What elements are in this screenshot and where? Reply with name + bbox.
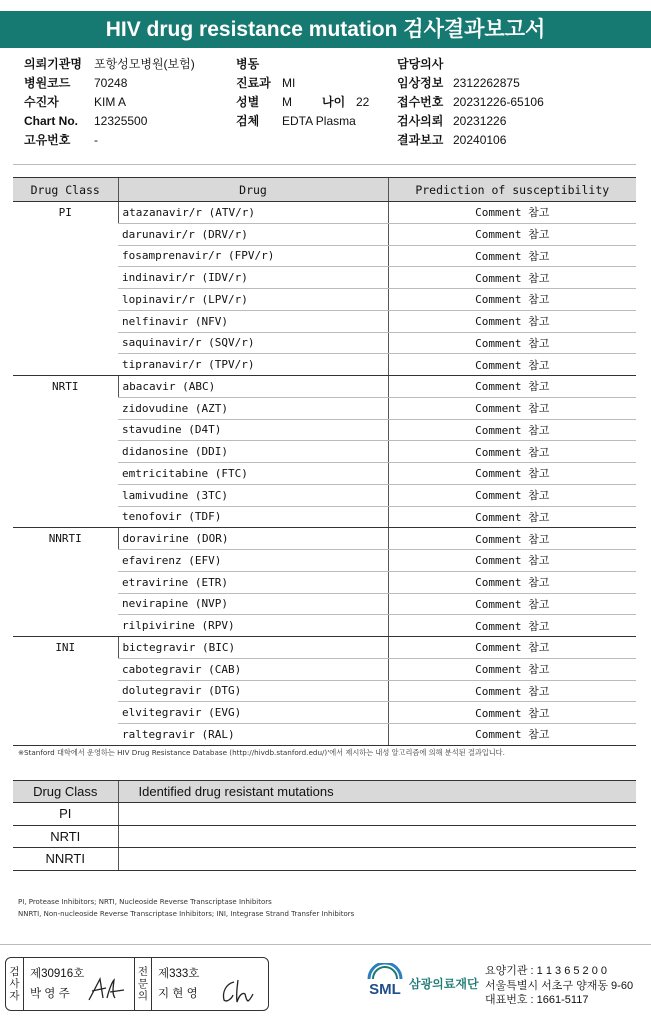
drug-name-cell: zidovudine (AZT) bbox=[118, 397, 388, 419]
header-drug-class: Drug Class bbox=[13, 781, 118, 803]
drug-name-cell: tenofovir (TDF) bbox=[118, 506, 388, 528]
patient-info-col1 bbox=[24, 55, 195, 150]
prediction-cell: Comment 참고 bbox=[388, 615, 636, 637]
confirmer-label: 전 문 의 bbox=[134, 958, 152, 1010]
prediction-cell: Comment 참고 bbox=[388, 376, 636, 398]
confirmer-name: 지 현 영 bbox=[158, 988, 198, 1000]
abbreviation-line: NNRTI, Non-nucleoside Reverse Transcriptase Inhibitors; INI, Integrase Strand Transfer Inhibitors bbox=[18, 910, 355, 918]
organization-address: 서울특별시 서초구 양재동 9-60 bbox=[485, 979, 634, 992]
info-row bbox=[236, 55, 369, 74]
patient-info-col3 bbox=[397, 55, 544, 150]
info-label: 결과보고 bbox=[397, 133, 444, 147]
mutation-value bbox=[118, 848, 636, 871]
info-label: 성별 bbox=[236, 95, 260, 109]
organization-code: 요양기관 : 1 1 3 6 5 2 0 0 bbox=[485, 965, 608, 977]
info-row bbox=[236, 74, 369, 93]
abbreviations bbox=[18, 896, 354, 920]
table-row bbox=[13, 637, 636, 659]
info-value: 12325500 bbox=[94, 114, 148, 128]
drug-class-cell: NRTI bbox=[13, 376, 118, 528]
info-row bbox=[24, 55, 195, 74]
table-row bbox=[13, 848, 636, 871]
prediction-cell: Comment 참고 bbox=[388, 441, 636, 463]
mutation-table bbox=[13, 780, 636, 871]
info-row bbox=[397, 93, 544, 112]
confirmer-signature bbox=[218, 976, 254, 1006]
tester-signature bbox=[86, 976, 126, 1004]
age-label: 나이 bbox=[322, 95, 346, 109]
mutation-class: NNRTI bbox=[13, 848, 118, 871]
patient-info-col2 bbox=[236, 55, 369, 131]
prediction-cell: Comment 참고 bbox=[388, 223, 636, 245]
drug-name-cell: cabotegravir (CAB) bbox=[118, 658, 388, 680]
prediction-cell: Comment 참고 bbox=[388, 506, 636, 528]
mutation-value bbox=[118, 803, 636, 826]
prediction-cell: Comment 참고 bbox=[388, 593, 636, 615]
mutation-class: PI bbox=[13, 803, 118, 826]
organization-phone: 대표번호 : 1661-5117 bbox=[485, 994, 589, 1006]
info-value: 20240106 bbox=[453, 133, 507, 147]
info-label: 고유번호 bbox=[24, 133, 71, 147]
prediction-cell: Comment 참고 bbox=[388, 397, 636, 419]
info-label: Chart No. bbox=[24, 114, 78, 128]
table-header-row bbox=[13, 178, 636, 202]
confirmer-id: 제333호 bbox=[158, 968, 200, 980]
footer-divider bbox=[0, 944, 651, 945]
report-title: HIV drug resistance mutation 검사결과보고서 bbox=[0, 11, 651, 48]
info-label: 병동 bbox=[236, 57, 260, 71]
info-value: - bbox=[94, 133, 98, 147]
drug-name-cell: elvitegravir (EVG) bbox=[118, 702, 388, 724]
header-mutations: Identified drug resistant mutations bbox=[118, 781, 636, 803]
tester-label: 검 사 자 bbox=[6, 958, 24, 1010]
drug-name-cell: fosamprenavir/r (FPV/r) bbox=[118, 245, 388, 267]
tester-section bbox=[24, 958, 134, 1010]
info-value: 2312262875 bbox=[453, 76, 520, 90]
drug-name-cell: nevirapine (NVP) bbox=[118, 593, 388, 615]
info-value: 20231226 bbox=[453, 114, 507, 128]
info-label: 수진자 bbox=[24, 95, 59, 109]
drug-name-cell: bictegravir (BIC) bbox=[118, 637, 388, 659]
drug-name-cell: doravirine (DOR) bbox=[118, 528, 388, 550]
organization-logo bbox=[365, 963, 479, 1003]
info-label: 접수번호 bbox=[397, 95, 444, 109]
drug-name-cell: abacavir (ABC) bbox=[118, 376, 388, 398]
logo-text: SML bbox=[369, 981, 401, 998]
info-value: 20231226-65106 bbox=[453, 95, 544, 109]
info-value: EDTA Plasma bbox=[282, 114, 356, 128]
drug-class-cell: PI bbox=[13, 202, 118, 376]
prediction-cell: Comment 참고 bbox=[388, 484, 636, 506]
age-value: 22 bbox=[356, 95, 370, 109]
drug-name-cell: stavudine (D4T) bbox=[118, 419, 388, 441]
susceptibility-table bbox=[13, 177, 636, 746]
tester-name: 박 영 주 bbox=[30, 988, 70, 1000]
info-label: 검사의뢰 bbox=[397, 114, 444, 128]
info-row bbox=[397, 131, 544, 150]
header-drug-class: Drug Class bbox=[13, 178, 118, 202]
info-label: 병원코드 bbox=[24, 76, 71, 90]
drug-name-cell: didanosine (DDI) bbox=[118, 441, 388, 463]
tester-id: 제30916호 bbox=[30, 968, 85, 980]
prediction-cell: Comment 참고 bbox=[388, 332, 636, 354]
prediction-cell: Comment 참고 bbox=[388, 354, 636, 376]
drug-name-cell: saquinavir/r (SQV/r) bbox=[118, 332, 388, 354]
drug-name-cell: indinavir/r (IDV/r) bbox=[118, 267, 388, 289]
prediction-cell: Comment 참고 bbox=[388, 637, 636, 659]
info-row bbox=[397, 112, 544, 131]
prediction-cell: Comment 참고 bbox=[388, 202, 636, 224]
drug-name-cell: darunavir/r (DRV/r) bbox=[118, 223, 388, 245]
drug-name-cell: nelfinavir (NFV) bbox=[118, 310, 388, 332]
info-value: M bbox=[282, 95, 292, 109]
table-row bbox=[13, 803, 636, 826]
info-label: 진료과 bbox=[236, 76, 271, 90]
prediction-cell: Comment 참고 bbox=[388, 702, 636, 724]
stanford-note: ※Stanford 대학에서 운영하는 HIV Drug Resistance Database (http://hivdb.stanford.edu/)'에서 제시하는 내성 알고리즘에 의해 분석된 결과입니다. bbox=[18, 748, 505, 757]
drug-name-cell: etravirine (ETR) bbox=[118, 571, 388, 593]
info-label: 의뢰기관명 bbox=[24, 57, 82, 71]
info-row bbox=[24, 112, 195, 131]
table-row bbox=[13, 825, 636, 848]
drug-name-cell: emtricitabine (FTC) bbox=[118, 463, 388, 485]
prediction-cell: Comment 참고 bbox=[388, 658, 636, 680]
drug-name-cell: dolutegravir (DTG) bbox=[118, 680, 388, 702]
prediction-cell: Comment 참고 bbox=[388, 310, 636, 332]
prediction-cell: Comment 참고 bbox=[388, 419, 636, 441]
info-value: 70248 bbox=[94, 76, 128, 90]
signature-box bbox=[5, 957, 269, 1011]
divider bbox=[13, 164, 636, 165]
info-row bbox=[24, 131, 195, 150]
info-row bbox=[397, 74, 544, 93]
organization-info bbox=[485, 964, 633, 1008]
confirmer-section bbox=[152, 958, 262, 1010]
drug-class-cell: NNRTI bbox=[13, 528, 118, 637]
info-row bbox=[236, 93, 369, 112]
mutation-value bbox=[118, 825, 636, 848]
info-value: KIM A bbox=[94, 95, 127, 109]
prediction-cell: Comment 참고 bbox=[388, 724, 636, 746]
drug-name-cell: rilpivirine (RPV) bbox=[118, 615, 388, 637]
info-row bbox=[24, 74, 195, 93]
prediction-cell: Comment 참고 bbox=[388, 550, 636, 572]
prediction-cell: Comment 참고 bbox=[388, 680, 636, 702]
info-value: 포항성모병원(보험) bbox=[94, 57, 195, 71]
sml-logo-icon bbox=[365, 963, 405, 1003]
abbreviation-line: PI, Protease Inhibitors; NRTI, Nucleoside Reverse Transcriptase Inhibitors bbox=[18, 898, 272, 906]
prediction-cell: Comment 참고 bbox=[388, 245, 636, 267]
drug-name-cell: lopinavir/r (LPV/r) bbox=[118, 289, 388, 311]
table-row bbox=[13, 202, 636, 224]
header-prediction: Prediction of susceptibility bbox=[388, 178, 636, 202]
drug-class-cell: INI bbox=[13, 637, 118, 746]
drug-name-cell: efavirenz (EFV) bbox=[118, 550, 388, 572]
table-row bbox=[13, 376, 636, 398]
info-row bbox=[24, 93, 195, 112]
prediction-cell: Comment 참고 bbox=[388, 289, 636, 311]
info-row bbox=[236, 112, 369, 131]
prediction-cell: Comment 참고 bbox=[388, 267, 636, 289]
prediction-cell: Comment 참고 bbox=[388, 528, 636, 550]
info-value: MI bbox=[282, 76, 296, 90]
mutation-class: NRTI bbox=[13, 825, 118, 848]
drug-name-cell: lamivudine (3TC) bbox=[118, 484, 388, 506]
table-header-row bbox=[13, 781, 636, 803]
prediction-cell: Comment 참고 bbox=[388, 463, 636, 485]
info-label: 담당의사 bbox=[397, 57, 444, 71]
info-label: 임상정보 bbox=[397, 76, 444, 90]
drug-name-cell: tipranavir/r (TPV/r) bbox=[118, 354, 388, 376]
drug-name-cell: raltegravir (RAL) bbox=[118, 724, 388, 746]
table-row bbox=[13, 528, 636, 550]
info-label: 검체 bbox=[236, 114, 260, 128]
info-row bbox=[397, 55, 544, 74]
drug-name-cell: atazanavir/r (ATV/r) bbox=[118, 202, 388, 224]
organization-name: 삼광의료재단 bbox=[409, 976, 479, 991]
prediction-cell: Comment 참고 bbox=[388, 571, 636, 593]
header-drug: Drug bbox=[118, 178, 388, 202]
susceptibility-table-body bbox=[13, 202, 636, 746]
